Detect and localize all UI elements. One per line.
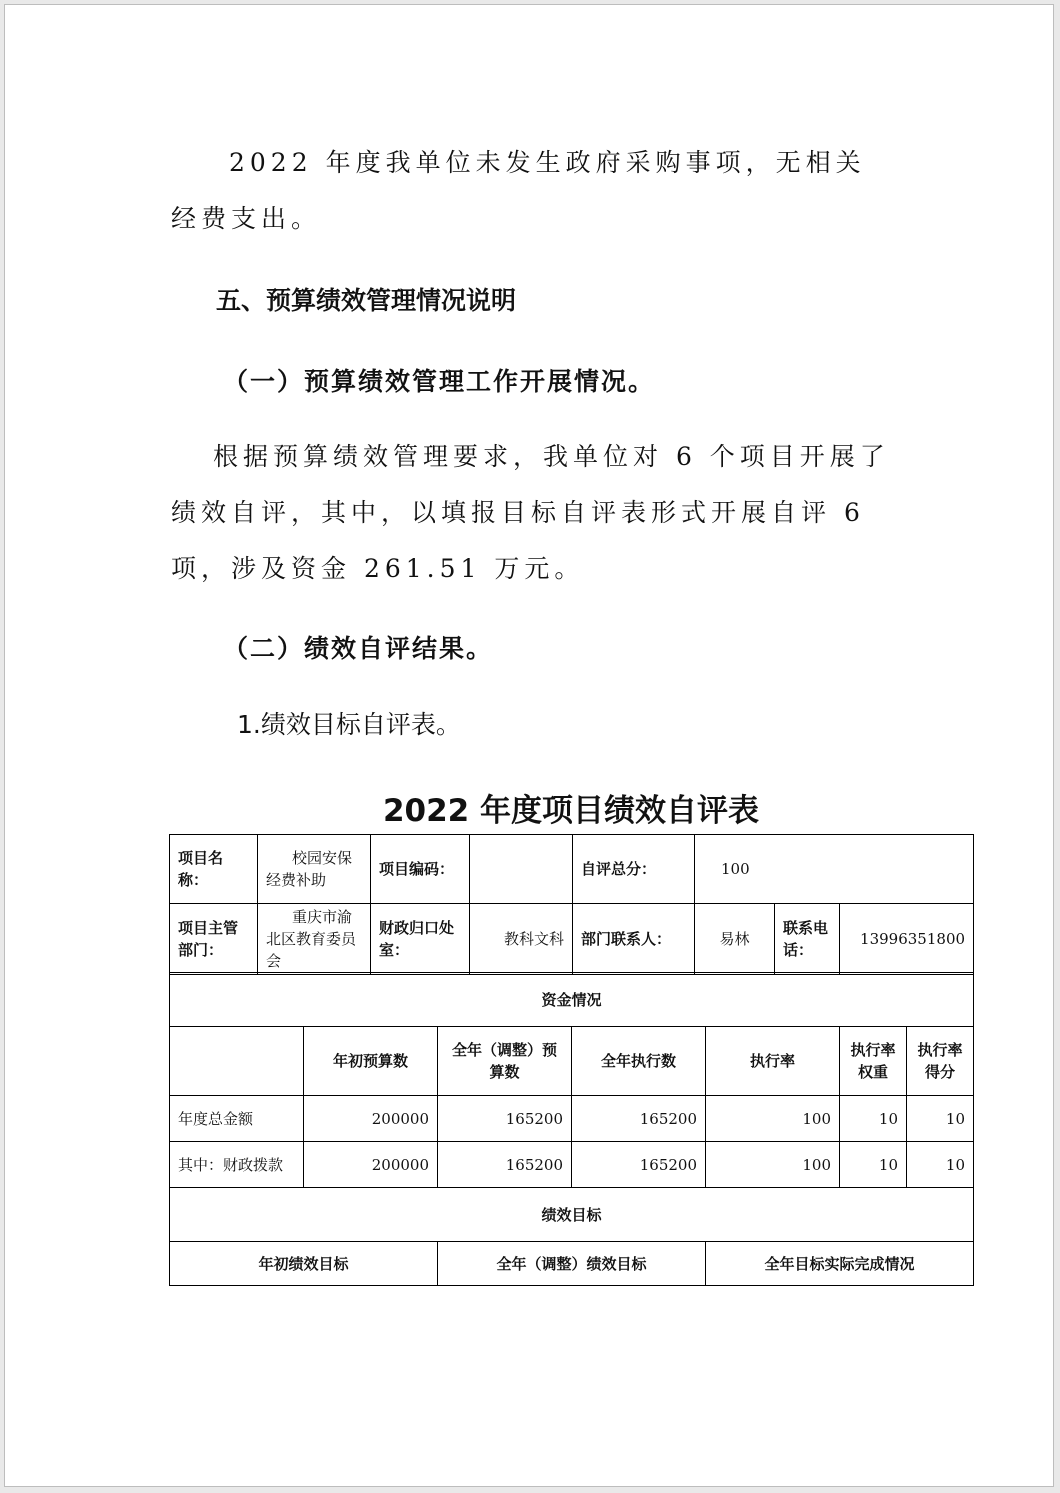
label-dept: 项目主管部门： bbox=[170, 904, 258, 975]
funds-cell-initial: 200000 bbox=[304, 1142, 438, 1188]
funds-row-total bbox=[170, 1096, 974, 1142]
info-row-2 bbox=[170, 904, 974, 975]
project-info-table bbox=[169, 834, 974, 975]
value-dept: 重庆市渝北区教育委员会 bbox=[258, 904, 371, 975]
value-project-name: 校园安保经费补助 bbox=[258, 835, 371, 904]
funds-cell-rate: 100 bbox=[706, 1142, 840, 1188]
funds-header-rate: 执行率 bbox=[706, 1027, 840, 1096]
goals-header-adjusted: 全年（调整）绩效目标 bbox=[438, 1242, 706, 1286]
label-finance-office: 财政归口处室： bbox=[371, 904, 470, 975]
funds-header-weight: 执行率权重 bbox=[840, 1027, 907, 1096]
label-total-score: 自评总分： bbox=[573, 835, 695, 904]
funds-cell-executed: 165200 bbox=[572, 1142, 706, 1188]
goals-section-label: 绩效目标 bbox=[170, 1188, 974, 1242]
section-heading-budget-performance: 五、预算绩效管理情况说明 bbox=[216, 286, 517, 315]
label-project-code: 项目编码： bbox=[371, 835, 470, 904]
goals-header-row bbox=[170, 1242, 974, 1286]
table-title: 2022 年度项目绩效自评表 bbox=[382, 793, 760, 829]
funds-header-blank bbox=[170, 1027, 304, 1096]
funds-goals-table bbox=[169, 972, 974, 1286]
value-phone: 13996351800 bbox=[840, 904, 974, 975]
funds-section-label: 资金情况 bbox=[170, 973, 974, 1027]
funds-cell-initial: 200000 bbox=[304, 1096, 438, 1142]
funds-row-fiscal bbox=[170, 1142, 974, 1188]
value-project-code bbox=[470, 835, 573, 904]
info-row-1 bbox=[170, 835, 974, 904]
funds-section-row bbox=[170, 973, 974, 1027]
label-project-name: 项目名称： bbox=[170, 835, 258, 904]
funds-cell-weight: 10 bbox=[840, 1142, 907, 1188]
label-phone: 联系电话： bbox=[775, 904, 840, 975]
funds-row-label: 年度总金额 bbox=[170, 1096, 304, 1142]
value-finance-office: 教科文科 bbox=[470, 904, 573, 975]
paragraph-procurement: 2022 年度我单位未发生政府采购事项，无相关经费支出。 bbox=[171, 148, 866, 233]
funds-cell-adjusted: 165200 bbox=[438, 1142, 572, 1188]
funds-cell-weight: 10 bbox=[840, 1096, 907, 1142]
subheading-self-eval-results: （二）绩效自评结果。 bbox=[223, 634, 494, 663]
funds-cell-rate: 100 bbox=[706, 1096, 840, 1142]
goals-header-initial: 年初绩效目标 bbox=[170, 1242, 438, 1286]
funds-header-initial: 年初预算数 bbox=[304, 1027, 438, 1096]
funds-header-adjusted: 全年（调整）预算数 bbox=[438, 1027, 572, 1096]
label-contact: 部门联系人： bbox=[573, 904, 695, 975]
funds-cell-adjusted: 165200 bbox=[438, 1096, 572, 1142]
funds-cell-executed: 165200 bbox=[572, 1096, 706, 1142]
subheading-work-status: （一）预算绩效管理工作开展情况。 bbox=[223, 367, 656, 396]
funds-cell-score: 10 bbox=[907, 1142, 974, 1188]
value-contact: 易林 bbox=[695, 904, 775, 975]
funds-header-score: 执行率得分 bbox=[907, 1027, 974, 1096]
funds-header-row bbox=[170, 1027, 974, 1096]
funds-row-label: 其中：财政拨款 bbox=[170, 1142, 304, 1188]
goals-header-actual: 全年目标实际完成情况 bbox=[706, 1242, 974, 1286]
goals-section-row bbox=[170, 1188, 974, 1242]
list-item-goal-table: 1.绩效目标自评表。 bbox=[237, 710, 461, 739]
document-page bbox=[4, 4, 1054, 1487]
funds-header-executed: 全年执行数 bbox=[572, 1027, 706, 1096]
funds-cell-score: 10 bbox=[907, 1096, 974, 1142]
value-total-score: 100 bbox=[695, 835, 974, 904]
paragraph-self-eval-summary: 根据预算绩效管理要求，我单位对 6 个项目开展了绩效自评，其中，以填报目标自评表形式开展自评 6 项，涉及资金 261.51 万元。 bbox=[171, 442, 890, 583]
